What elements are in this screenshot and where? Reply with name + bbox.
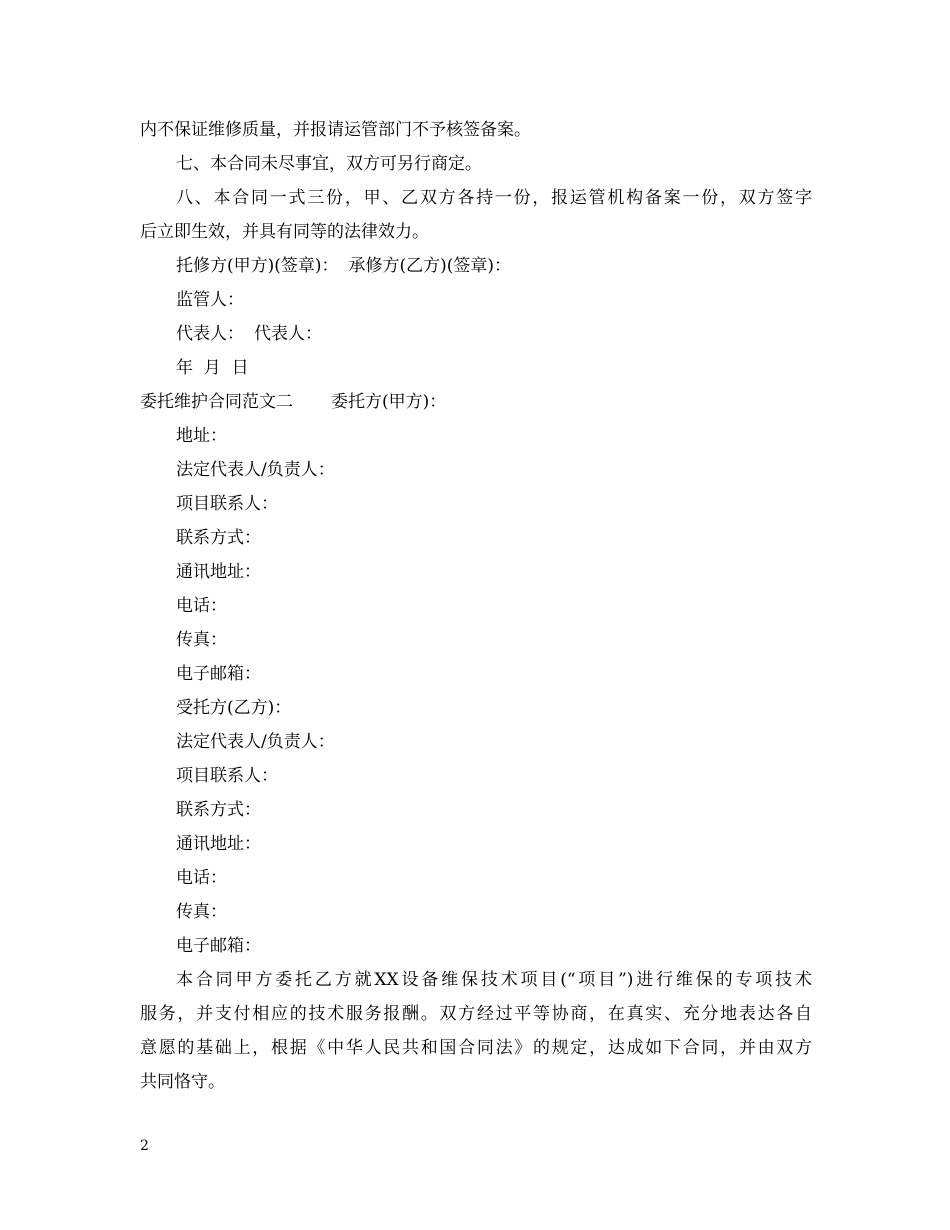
clause-eight-line-1: 八、本合同一式三份，甲、乙双方各持一份，报运管机构备案一份，双方签字 [176, 188, 812, 208]
signature-date: 年 月 日 [176, 358, 249, 378]
trustee-party-label: 受托方(乙方)： [176, 698, 292, 718]
intro-paragraph-line-3: 意愿的基础上，根据《中华人民共和国合同法》的规定，达成如下合同，并由双方 [140, 1038, 812, 1058]
trustee-field: 通讯地址： [176, 834, 261, 854]
supervisor-label: 监管人： [176, 290, 244, 310]
page-number: 2 [140, 1138, 149, 1154]
client-field: 通讯地址： [176, 562, 261, 582]
party-b-representative-label: 代表人： [254, 324, 322, 344]
party-a-representative-label: 代表人： [176, 324, 244, 344]
client-party-label: 委托方(甲方)： [331, 392, 447, 412]
intro-paragraph-line-4: 共同恪守。 [140, 1072, 225, 1092]
trustee-field: 法定代表人/负责人： [176, 732, 335, 752]
trustee-field: 传真： [176, 902, 227, 922]
client-field: 地址： [176, 426, 227, 446]
sample-title-row [140, 385, 812, 419]
signature-parties-row [140, 249, 812, 283]
document-body [140, 113, 812, 1099]
intro-paragraph-line-1: 本合同甲方委托乙方就XX设备维保技术项目(“项目”)进行维保的专项技术 [176, 970, 812, 990]
trustee-field: 项目联系人： [176, 766, 278, 786]
client-field: 传真： [176, 630, 227, 650]
client-field: 电话： [176, 596, 227, 616]
party-a-signature-label: 托修方(甲方)(签章)： [176, 256, 339, 276]
party-b-signature-label: 承修方(乙方)(签章)： [348, 256, 512, 276]
client-field: 联系方式： [176, 528, 261, 548]
sample-title: 委托维护合同范文二 [140, 392, 293, 412]
clause-seven: 七、本合同未尽事宜，双方可另行商定。 [176, 154, 482, 174]
trustee-field: 电子邮箱： [176, 936, 261, 956]
trustee-field: 联系方式： [176, 800, 261, 820]
clause-eight-line-2: 后立即生效，并具有同等的法律效力。 [140, 222, 429, 242]
paragraph-line: 内不保证维修质量，并报请运管部门不予核签备案。 [140, 120, 531, 140]
trustee-field: 电话： [176, 868, 227, 888]
representatives-row [140, 317, 812, 351]
client-field: 电子邮箱： [176, 664, 261, 684]
client-field: 项目联系人： [176, 494, 278, 514]
intro-paragraph-line-2: 服务，并支付相应的技术服务报酬。双方经过平等协商，在真实、充分地表达各自 [140, 1004, 812, 1024]
client-field: 法定代表人/负责人： [176, 460, 335, 480]
